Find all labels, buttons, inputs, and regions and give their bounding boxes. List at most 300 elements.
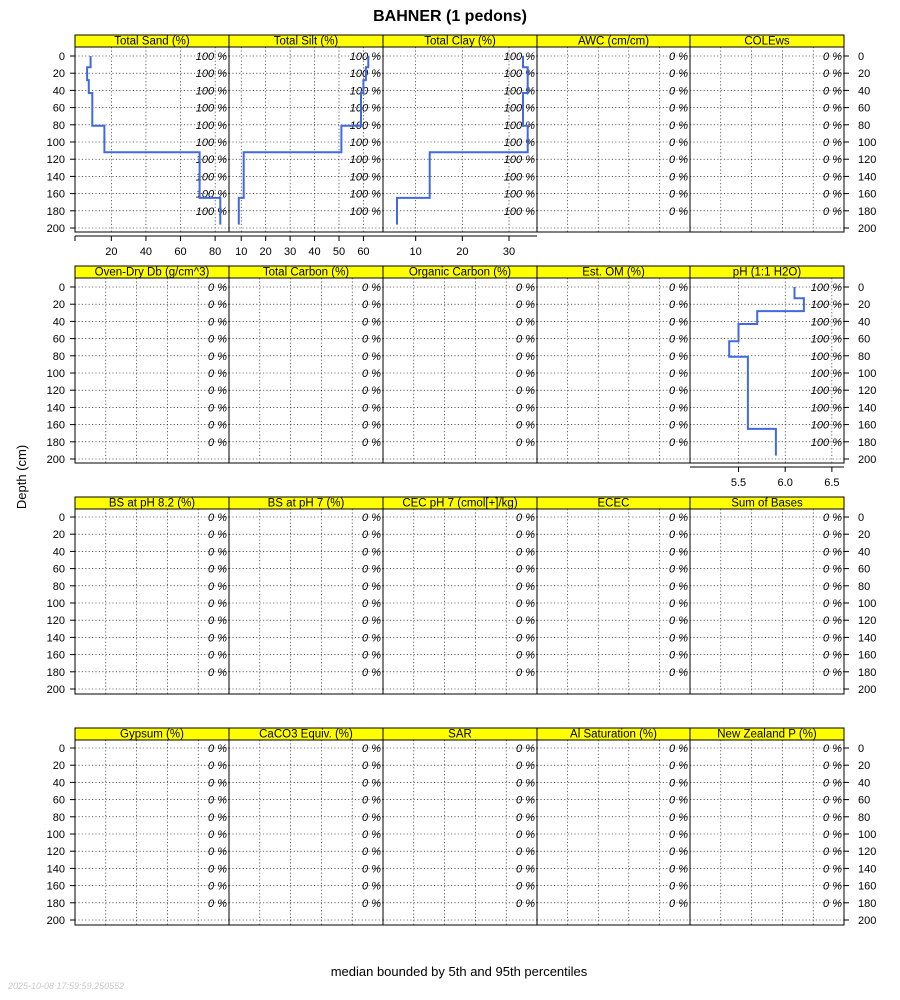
x-tick-label: 10 bbox=[235, 246, 248, 258]
panel-title: Oven-Dry Db (g/cm^3) bbox=[94, 266, 210, 279]
pct-label: 100 % bbox=[349, 137, 381, 149]
y-tick-label-left: 0 bbox=[58, 51, 65, 63]
pct-label: 0 % bbox=[208, 811, 227, 824]
pct-label: 0 % bbox=[516, 580, 535, 593]
pct-label: 100 % bbox=[195, 51, 227, 63]
pct-label: 0 % bbox=[669, 897, 688, 910]
pct-label: 0 % bbox=[823, 632, 842, 645]
pct-label: 0 % bbox=[362, 666, 381, 679]
pct-label: 0 % bbox=[208, 368, 227, 380]
y-tick-label-left: 60 bbox=[52, 333, 65, 346]
pct-label: 0 % bbox=[669, 85, 688, 98]
pct-label: 0 % bbox=[823, 794, 842, 807]
x-tick-label: 40 bbox=[308, 246, 321, 258]
pct-label: 100 % bbox=[503, 51, 535, 63]
pct-label: 100 % bbox=[349, 68, 381, 81]
pct-label: 0 % bbox=[516, 794, 535, 807]
panel-border bbox=[537, 740, 690, 925]
panel-border bbox=[690, 740, 844, 925]
panel bbox=[75, 266, 229, 463]
panel-title: BS at pH 8.2 (%) bbox=[108, 497, 196, 510]
y-tick-label-right: 160 bbox=[858, 880, 877, 893]
pct-label: 0 % bbox=[669, 419, 688, 432]
pct-label: 100 % bbox=[195, 119, 227, 132]
panel bbox=[537, 728, 690, 925]
y-tick-label-left: 0 bbox=[58, 743, 65, 755]
pct-label: 100 % bbox=[503, 119, 535, 132]
pct-label: 0 % bbox=[362, 743, 381, 755]
y-tick-label-left: 20 bbox=[52, 68, 65, 81]
pct-label: 0 % bbox=[669, 68, 688, 81]
pct-label: 0 % bbox=[669, 580, 688, 593]
pct-label: 0 % bbox=[669, 777, 688, 790]
pct-label: 0 % bbox=[362, 760, 381, 773]
pct-label: 0 % bbox=[362, 829, 381, 841]
panel bbox=[229, 35, 383, 232]
pct-label: 0 % bbox=[362, 436, 381, 449]
y-tick-label-left: 20 bbox=[52, 299, 65, 312]
panel-border bbox=[537, 278, 690, 463]
x-tick-label: 30 bbox=[283, 246, 297, 258]
y-tick-label-left: 0 bbox=[58, 512, 65, 524]
pct-label: 100 % bbox=[349, 51, 381, 63]
y-tick-label-right: 40 bbox=[858, 546, 871, 559]
pct-label: 0 % bbox=[362, 598, 381, 610]
pct-label: 0 % bbox=[669, 436, 688, 449]
panel-border bbox=[383, 278, 537, 463]
pct-label: 0 % bbox=[669, 666, 688, 679]
panel-title: CaCO3 Equiv. (%) bbox=[259, 728, 353, 741]
median-profile-line bbox=[729, 287, 804, 456]
y-tick-label-right: 100 bbox=[858, 829, 877, 841]
pct-label: 0 % bbox=[208, 546, 227, 559]
panel-border bbox=[690, 47, 844, 232]
pct-label: 0 % bbox=[669, 512, 688, 524]
panel-title: Total Silt (%) bbox=[273, 35, 339, 48]
pct-label: 100 % bbox=[349, 102, 381, 115]
pct-label: 0 % bbox=[516, 811, 535, 824]
y-tick-label-left: 160 bbox=[46, 419, 65, 432]
pct-label: 0 % bbox=[669, 632, 688, 645]
pct-label: 0 % bbox=[362, 419, 381, 432]
pct-label: 0 % bbox=[516, 299, 535, 312]
pct-label: 0 % bbox=[823, 615, 842, 628]
pct-label: 100 % bbox=[349, 205, 381, 218]
pct-label: 0 % bbox=[669, 615, 688, 628]
pct-label: 100 % bbox=[195, 154, 227, 167]
panel-title: Total Carbon (%) bbox=[262, 266, 350, 279]
panel bbox=[690, 35, 844, 232]
panel-title: COLEws bbox=[744, 35, 790, 48]
pct-label: 0 % bbox=[823, 880, 842, 893]
y-tick-label-left: 180 bbox=[46, 205, 65, 218]
pct-label: 0 % bbox=[669, 171, 688, 184]
y-tick-label-left: 40 bbox=[52, 316, 65, 329]
panel-title: SAR bbox=[448, 728, 472, 741]
y-tick-label-right: 60 bbox=[858, 794, 871, 807]
pct-label: 100 % bbox=[503, 102, 535, 115]
y-tick-label-left: 60 bbox=[52, 794, 65, 807]
pct-label: 0 % bbox=[208, 299, 227, 312]
pct-label: 0 % bbox=[669, 402, 688, 415]
y-tick-label-right: 200 bbox=[858, 915, 877, 927]
y-tick-label-left: 140 bbox=[46, 863, 65, 876]
pct-label: 0 % bbox=[362, 863, 381, 876]
pct-label: 0 % bbox=[669, 760, 688, 773]
pct-label: 0 % bbox=[516, 598, 535, 610]
panel bbox=[75, 497, 229, 694]
pct-label: 0 % bbox=[516, 777, 535, 790]
pct-label: 0 % bbox=[208, 580, 227, 593]
pct-label: 0 % bbox=[669, 546, 688, 559]
y-tick-label-right: 0 bbox=[858, 282, 865, 294]
pct-label: 100 % bbox=[195, 137, 227, 149]
pct-label: 0 % bbox=[208, 350, 227, 363]
pct-label: 0 % bbox=[208, 512, 227, 524]
y-tick-label-right: 180 bbox=[858, 205, 877, 218]
pct-label: 0 % bbox=[669, 649, 688, 662]
pct-label: 0 % bbox=[669, 880, 688, 893]
y-tick-label-left: 180 bbox=[46, 436, 65, 449]
y-tick-label-left: 140 bbox=[46, 402, 65, 415]
pct-label: 0 % bbox=[362, 546, 381, 559]
pct-label: 0 % bbox=[516, 350, 535, 363]
pct-label: 0 % bbox=[823, 154, 842, 167]
pct-label: 100 % bbox=[195, 171, 227, 184]
pct-label: 100 % bbox=[503, 188, 535, 201]
panel-border bbox=[537, 509, 690, 694]
y-tick-label-right: 20 bbox=[858, 760, 871, 773]
pct-label: 0 % bbox=[823, 598, 842, 610]
pct-label: 100 % bbox=[503, 171, 535, 184]
panel-title: Total Clay (%) bbox=[424, 35, 496, 48]
pct-label: 0 % bbox=[362, 794, 381, 807]
pct-label: 0 % bbox=[362, 299, 381, 312]
panel-title: Est. OM (%) bbox=[582, 266, 645, 279]
y-tick-label-left: 200 bbox=[46, 223, 65, 235]
y-tick-label-left: 180 bbox=[46, 897, 65, 910]
panel bbox=[690, 266, 844, 463]
panel-border bbox=[229, 509, 383, 694]
y-tick-label-left: 80 bbox=[52, 811, 65, 824]
pct-label: 100 % bbox=[195, 205, 227, 218]
pct-label: 0 % bbox=[208, 794, 227, 807]
x-tick-label: 6.5 bbox=[824, 477, 840, 489]
pct-label: 0 % bbox=[516, 512, 535, 524]
pct-label: 0 % bbox=[669, 282, 688, 294]
panel bbox=[383, 266, 537, 463]
panel-title: AWC (cm/cm) bbox=[577, 35, 650, 48]
y-tick-label-left: 160 bbox=[46, 880, 65, 893]
pct-label: 0 % bbox=[362, 402, 381, 415]
pct-label: 0 % bbox=[823, 666, 842, 679]
panel-title: BS at pH 7 (%) bbox=[267, 497, 345, 510]
x-tick-label: 5.5 bbox=[730, 477, 747, 489]
y-tick-label-right: 0 bbox=[858, 51, 865, 63]
pct-label: 0 % bbox=[208, 632, 227, 645]
pct-label: 100 % bbox=[810, 282, 842, 294]
panel bbox=[383, 728, 537, 925]
pct-label: 0 % bbox=[208, 649, 227, 662]
pct-label: 0 % bbox=[362, 777, 381, 790]
panel bbox=[537, 266, 690, 463]
pct-label: 100 % bbox=[195, 188, 227, 201]
pct-label: 100 % bbox=[503, 154, 535, 167]
y-tick-label-right: 180 bbox=[858, 897, 877, 910]
y-tick-label-right: 100 bbox=[858, 137, 877, 149]
pct-label: 0 % bbox=[516, 385, 535, 398]
pct-label: 0 % bbox=[669, 846, 688, 859]
pct-label: 100 % bbox=[195, 85, 227, 98]
panel-title: ECEC bbox=[597, 497, 630, 510]
pct-label: 0 % bbox=[516, 846, 535, 859]
pct-label: 100 % bbox=[810, 350, 842, 363]
y-tick-label-right: 100 bbox=[858, 598, 877, 610]
y-tick-label-right: 80 bbox=[858, 580, 871, 593]
pct-label: 0 % bbox=[823, 119, 842, 132]
pct-label: 0 % bbox=[208, 897, 227, 910]
y-tick-label-right: 20 bbox=[858, 68, 871, 81]
x-tick-label: 30 bbox=[502, 246, 516, 258]
pct-label: 0 % bbox=[823, 743, 842, 755]
y-tick-label-right: 140 bbox=[858, 632, 877, 645]
pct-label: 0 % bbox=[823, 137, 842, 149]
y-tick-label-left: 100 bbox=[46, 829, 65, 841]
pct-label: 0 % bbox=[208, 419, 227, 432]
pct-label: 0 % bbox=[823, 546, 842, 559]
pct-label: 0 % bbox=[823, 760, 842, 773]
pct-label: 0 % bbox=[669, 350, 688, 363]
pct-label: 100 % bbox=[503, 85, 535, 98]
pct-label: 0 % bbox=[362, 811, 381, 824]
y-tick-label-left: 100 bbox=[46, 137, 65, 149]
pct-label: 0 % bbox=[516, 760, 535, 773]
y-tick-label-right: 160 bbox=[858, 188, 877, 201]
pct-label: 0 % bbox=[516, 563, 535, 576]
y-axis-title: Depth (cm) bbox=[14, 444, 29, 510]
y-tick-label-right: 160 bbox=[858, 419, 877, 432]
x-tick-label: 40 bbox=[139, 246, 153, 258]
panel bbox=[537, 35, 690, 232]
pct-label: 0 % bbox=[362, 632, 381, 645]
y-tick-label-left: 120 bbox=[46, 385, 65, 398]
pct-label: 0 % bbox=[669, 316, 688, 329]
panel bbox=[537, 497, 690, 694]
pct-label: 0 % bbox=[823, 563, 842, 576]
y-tick-label-left: 140 bbox=[46, 171, 65, 184]
y-tick-label-right: 140 bbox=[858, 171, 877, 184]
pct-label: 0 % bbox=[516, 743, 535, 755]
pct-label: 0 % bbox=[208, 529, 227, 542]
pct-label: 0 % bbox=[208, 829, 227, 841]
pct-label: 0 % bbox=[208, 402, 227, 415]
pct-label: 100 % bbox=[810, 333, 842, 346]
y-tick-label-right: 120 bbox=[858, 385, 877, 398]
y-tick-label-left: 120 bbox=[46, 615, 65, 628]
y-tick-label-right: 180 bbox=[858, 666, 877, 679]
pct-label: 0 % bbox=[362, 580, 381, 593]
panel-border bbox=[690, 509, 844, 694]
pct-label: 0 % bbox=[362, 350, 381, 363]
pct-label: 0 % bbox=[208, 666, 227, 679]
y-tick-label-right: 60 bbox=[858, 102, 871, 115]
y-tick-label-right: 140 bbox=[858, 402, 877, 415]
pct-label: 0 % bbox=[516, 863, 535, 876]
y-tick-label-left: 80 bbox=[52, 580, 65, 593]
y-tick-label-left: 20 bbox=[52, 529, 65, 542]
pct-label: 0 % bbox=[516, 615, 535, 628]
y-tick-label-right: 80 bbox=[858, 811, 871, 824]
y-tick-label-right: 40 bbox=[858, 85, 871, 98]
pct-label: 0 % bbox=[669, 794, 688, 807]
panel bbox=[383, 497, 537, 694]
pct-label: 0 % bbox=[516, 316, 535, 329]
pct-label: 0 % bbox=[669, 205, 688, 218]
y-tick-label-right: 200 bbox=[858, 684, 877, 696]
pct-label: 0 % bbox=[669, 119, 688, 132]
x-tick-label: 10 bbox=[409, 246, 422, 258]
x-tick-label: 20 bbox=[105, 246, 118, 258]
panel-title: Gypsum (%) bbox=[120, 728, 184, 741]
pct-label: 0 % bbox=[516, 402, 535, 415]
pct-label: 0 % bbox=[669, 743, 688, 755]
pct-label: 0 % bbox=[823, 897, 842, 910]
pct-label: 0 % bbox=[669, 829, 688, 841]
pct-label: 0 % bbox=[208, 598, 227, 610]
pct-label: 0 % bbox=[208, 316, 227, 329]
pct-label: 0 % bbox=[362, 615, 381, 628]
pct-label: 100 % bbox=[349, 154, 381, 167]
pct-label: 0 % bbox=[823, 580, 842, 593]
y-tick-label-right: 200 bbox=[858, 223, 877, 235]
pct-label: 0 % bbox=[516, 368, 535, 380]
y-tick-label-right: 200 bbox=[858, 454, 877, 466]
pct-label: 0 % bbox=[669, 811, 688, 824]
panel-title: Al Saturation (%) bbox=[570, 728, 657, 741]
pct-label: 0 % bbox=[516, 333, 535, 346]
pct-label: 0 % bbox=[516, 649, 535, 662]
pct-label: 0 % bbox=[208, 880, 227, 893]
pct-label: 0 % bbox=[208, 563, 227, 576]
panel-border bbox=[75, 509, 229, 694]
x-tick-label: 60 bbox=[357, 246, 370, 258]
pct-label: 0 % bbox=[208, 333, 227, 346]
pct-label: 0 % bbox=[823, 188, 842, 201]
pct-label: 0 % bbox=[208, 615, 227, 628]
pct-label: 100 % bbox=[349, 85, 381, 98]
panel bbox=[229, 266, 383, 463]
pct-label: 0 % bbox=[823, 85, 842, 98]
panel-border bbox=[229, 278, 383, 463]
pct-label: 0 % bbox=[823, 51, 842, 63]
pct-label: 0 % bbox=[362, 282, 381, 294]
pct-label: 0 % bbox=[823, 102, 842, 115]
panel bbox=[229, 728, 383, 925]
pct-label: 0 % bbox=[362, 846, 381, 859]
y-tick-label-right: 100 bbox=[858, 368, 877, 380]
pct-label: 0 % bbox=[669, 598, 688, 610]
pct-label: 0 % bbox=[362, 368, 381, 380]
x-tick-label: 50 bbox=[332, 246, 346, 258]
y-tick-label-left: 80 bbox=[52, 350, 65, 363]
pct-label: 100 % bbox=[195, 102, 227, 115]
y-tick-label-left: 140 bbox=[46, 632, 65, 645]
y-tick-label-right: 180 bbox=[858, 436, 877, 449]
panel bbox=[75, 728, 229, 925]
pct-label: 100 % bbox=[810, 316, 842, 329]
pct-label: 0 % bbox=[516, 529, 535, 542]
y-tick-label-left: 60 bbox=[52, 563, 65, 576]
pct-label: 0 % bbox=[823, 863, 842, 876]
pct-label: 0 % bbox=[669, 102, 688, 115]
pct-label: 0 % bbox=[362, 649, 381, 662]
pct-label: 100 % bbox=[810, 299, 842, 312]
pct-label: 0 % bbox=[823, 171, 842, 184]
x-tick-label: 60 bbox=[174, 246, 187, 258]
x-tick-label: 20 bbox=[259, 246, 272, 258]
pct-label: 100 % bbox=[503, 137, 535, 149]
pct-label: 0 % bbox=[669, 154, 688, 167]
pct-label: 100 % bbox=[195, 68, 227, 81]
y-tick-label-left: 80 bbox=[52, 119, 65, 132]
y-tick-label-right: 0 bbox=[858, 512, 865, 524]
pct-label: 0 % bbox=[516, 897, 535, 910]
panel bbox=[383, 35, 537, 232]
panel bbox=[229, 497, 383, 694]
pct-label: 0 % bbox=[362, 512, 381, 524]
pct-label: 0 % bbox=[823, 68, 842, 81]
pct-label: 0 % bbox=[362, 529, 381, 542]
pct-label: 0 % bbox=[669, 299, 688, 312]
pct-label: 100 % bbox=[349, 119, 381, 132]
y-tick-label-right: 20 bbox=[858, 299, 871, 312]
y-tick-label-left: 200 bbox=[46, 454, 65, 466]
pct-label: 0 % bbox=[362, 880, 381, 893]
panel-border bbox=[383, 740, 537, 925]
y-tick-label-left: 180 bbox=[46, 666, 65, 679]
pct-label: 0 % bbox=[823, 205, 842, 218]
pct-label: 0 % bbox=[516, 282, 535, 294]
y-tick-label-right: 40 bbox=[858, 777, 871, 790]
panel-border bbox=[75, 278, 229, 463]
pct-label: 0 % bbox=[516, 546, 535, 559]
pct-label: 100 % bbox=[503, 68, 535, 81]
pct-label: 0 % bbox=[669, 137, 688, 149]
pct-label: 0 % bbox=[823, 777, 842, 790]
y-tick-label-right: 0 bbox=[858, 743, 865, 755]
panel-title: CEC pH 7 (cmol[+]/kg) bbox=[402, 497, 518, 510]
pct-label: 0 % bbox=[362, 563, 381, 576]
y-tick-label-right: 60 bbox=[858, 333, 871, 346]
pct-label: 0 % bbox=[669, 51, 688, 63]
panel-border bbox=[537, 47, 690, 232]
pct-label: 0 % bbox=[669, 529, 688, 542]
panel-title: pH (1:1 H2O) bbox=[732, 266, 802, 279]
y-tick-label-left: 120 bbox=[46, 846, 65, 859]
pct-label: 0 % bbox=[208, 436, 227, 449]
pct-label: 0 % bbox=[208, 385, 227, 398]
panel-border bbox=[229, 740, 383, 925]
y-tick-label-left: 160 bbox=[46, 188, 65, 201]
pct-label: 0 % bbox=[208, 863, 227, 876]
pct-label: 0 % bbox=[362, 316, 381, 329]
chart-footer: median bounded by 5th and 95th percentiles bbox=[330, 964, 588, 979]
pct-label: 0 % bbox=[208, 846, 227, 859]
pct-label: 0 % bbox=[669, 385, 688, 398]
pct-label: 0 % bbox=[208, 760, 227, 773]
y-tick-label-right: 160 bbox=[858, 649, 877, 662]
pct-label: 100 % bbox=[503, 205, 535, 218]
